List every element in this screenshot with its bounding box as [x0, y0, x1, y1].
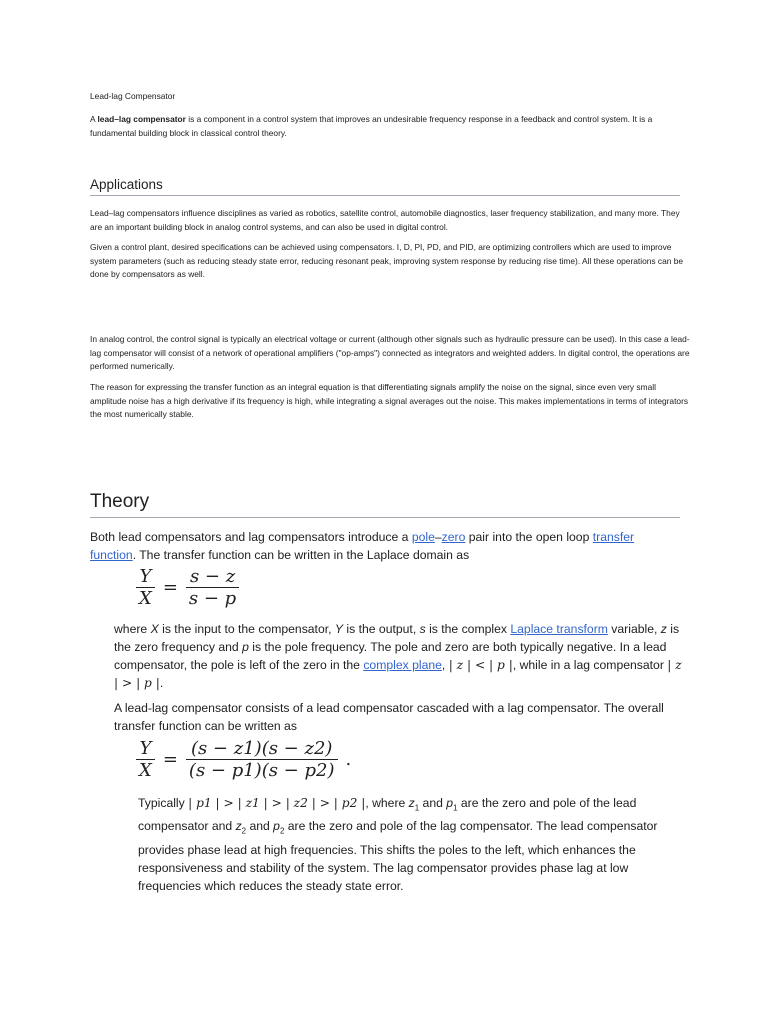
var-z: z — [660, 622, 667, 636]
intro-paragraph — [90, 113, 690, 140]
intro-post: is a component in a control system that improves an undesirable frequency response in a feedback and control system. It is a fundamental building block in classical control theory. — [90, 114, 653, 138]
equals-sign-2: = — [162, 749, 178, 770]
theory-text: pair into the open loop — [465, 530, 593, 544]
lhs-denominator: X — [139, 588, 152, 609]
equation-transfer-function — [136, 566, 239, 609]
equation-overall-transfer-function — [136, 738, 351, 781]
applications-paragraph-1: Lead–lag compensators influence disciplines as varied as robotics, satellite control, automobile diagnostics, laser frequency stabilization, and many more. They are an important building block in analog control systems, and can also be used in digital control. — [90, 208, 680, 232]
rhs-numerator-2: (s − z1)(s − z2) — [190, 738, 333, 759]
rhs-denominator-2: (s − p1)(s − p2) — [188, 760, 335, 781]
inequality-chain: | p1 | > | z1 | > | z2 | > | p2 | — [188, 796, 366, 810]
var-p: p — [242, 640, 249, 654]
var-z1: z — [408, 796, 415, 810]
applications-divider — [90, 195, 680, 196]
lhs-numerator: Y — [139, 566, 152, 587]
lhs-numerator-2: Y — [139, 738, 152, 759]
rhs-numerator: s − z — [189, 566, 236, 587]
where-paragraph: where X is the input to the compensator, Y is the output, s is the complex Laplace transform variable, z is the zero frequency and p is the pole frequency. The pole and zero are both typically negative. In a lead compensator, the pole is left of the zero in the complex plane, | z | < | p |, while in a lag compensator | z | > | p |. — [114, 622, 682, 690]
var-p2: p — [273, 819, 280, 834]
theory-text: . The transfer function can be written in the Laplace domain as — [132, 548, 470, 562]
leadlag-paragraph: A lead-lag compensator consists of a lead compensator cascaded with a lag compensator. The overall transfer function can be written as — [114, 701, 664, 733]
inequality-lag: | z | > | p | — [114, 658, 682, 690]
applications-paragraph-2: Given a control plant, desired specifications can be achieved using compensators. I, D, PI, PD, and PID, are optimizing controllers which are used to improve system parameters (such as reducing steady state error, reducing resonant peak, improving system response by reducing rise time). All these operations can be done by compensators as well. — [90, 242, 684, 280]
var-p1: p — [446, 796, 454, 810]
lhs-denominator-2: X — [139, 760, 152, 781]
equals-sign: = — [162, 577, 178, 598]
lhs-fraction-2 — [136, 738, 155, 781]
var-x: X — [150, 622, 159, 636]
rhs-fraction — [186, 566, 239, 609]
intro-pre: A — [90, 114, 98, 124]
link-laplace-transform[interactable]: Laplace transform — [510, 622, 608, 636]
link-pole[interactable]: pole — [411, 530, 435, 544]
rhs-denominator: s − p — [188, 588, 237, 609]
theory-dash: – — [434, 530, 442, 544]
lhs-fraction — [136, 566, 155, 609]
theory-heading: Theory — [90, 491, 150, 512]
theory-divider — [90, 517, 680, 518]
var-s: s — [419, 622, 426, 636]
inequality-lead: | z | < | p | — [448, 658, 513, 672]
rhs-fraction-2 — [186, 738, 338, 781]
link-zero[interactable]: zero — [441, 530, 466, 544]
var-y: Y — [334, 622, 344, 636]
link-complex-plane[interactable]: complex plane — [363, 658, 442, 672]
typically-paragraph: Typically | p1 | > | z1 | > | z2 | > | p2 |, where $z_1$ and $p_1$ are the zero and pole of the lead compensator and $z_2$ and $p_2$ are the zero and pole of the lag compensator. The lead compensator provides phase lead at high frequencies. This shifts the poles to the left, which enhances the responsiveness and stability of the system. The lag compensator provides phase lag at low frequencies which reduces the steady state error. — [138, 796, 658, 893]
applications-heading: Applications — [90, 177, 163, 192]
theory-paragraph — [90, 528, 670, 564]
equation-period: . — [345, 749, 352, 770]
page-title: Lead-lag Compensator — [90, 91, 176, 101]
var-z2: z — [235, 819, 242, 834]
analog-paragraph-1: In analog control, the control signal is typically an electrical voltage or current (although other signals such as hydraulic pressure can be used). In this case a lead-lag compensator will consist of a network of operational amplifiers ("op-amps") connected as integrators and weighted adders. In digital control, the operations are performed numerically. — [90, 334, 690, 372]
intro-bold-term: lead–lag compensator — [97, 114, 186, 124]
link-transfer-function[interactable]: transfer function — [90, 530, 635, 562]
analog-paragraph-2: The reason for expressing the transfer function as an integral equation is that differentiating signals amplify the noise on the signal, since even very small amplitude noise has a high derivative if its frequency is high, while integrating a signal averages out the noise. This makes implementations in terms of integrators the most numerically stable. — [90, 382, 689, 420]
theory-text: Both lead compensators and lag compensators introduce a — [90, 530, 412, 544]
